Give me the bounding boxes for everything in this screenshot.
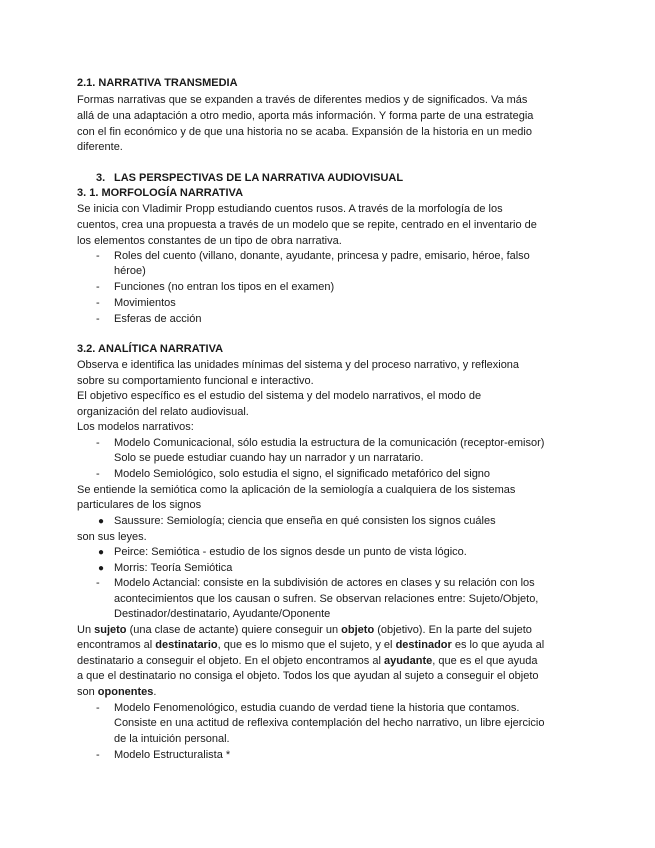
paragraph-line: sobre su comportamiento funcional e interactivo. — [77, 375, 314, 387]
paragraph-line: Se entiende la semiótica como la aplicación de la semiología a cualquiera de los sistemas — [77, 484, 516, 496]
dash-marker: - — [96, 437, 100, 449]
bold-term: oponentes — [97, 686, 154, 698]
paragraph-line — [77, 623, 532, 638]
paragraph-line: allá de una adaptación a otro medio, aporta más información. Y forma parte de una estrategia — [77, 110, 534, 122]
paragraph-line: Formas narrativas que se expanden a través de diferentes medios y de significados. Va más — [77, 94, 528, 106]
heading-3-1: 3. 1. MORFOLOGÍA NARRATIVA — [77, 187, 244, 199]
list-item: Funciones (no entran los tipos en el examen) — [114, 281, 335, 293]
heading-3-2: 3.2. ANALÍTICA NARRATIVA — [77, 343, 224, 355]
list-item: Saussure: Semiología; ciencia que enseña en qué consisten los signos cuáles — [114, 515, 496, 527]
paragraph-line: organización del relato audiovisual. — [77, 406, 249, 418]
list-item-cont: de la intuición personal. — [114, 733, 230, 745]
bold-term: ayudante — [383, 655, 433, 667]
list-item-cont: Consiste en una actitud de reflexiva contemplación del hecho narrativo, un libre ejercicio — [114, 717, 545, 729]
list-item: Modelo Actancial: consiste en la subdivisión de actores en clases y su relación con los — [114, 577, 535, 589]
paragraph-line: con el fin económico y de que una historia no se acaba. Expansión de la historia en un medio — [77, 126, 532, 138]
dash-marker: - — [96, 702, 100, 714]
list-item: Modelo Fenomenológico, estudia cuando de verdad tiene la historia que contamos. — [114, 702, 520, 714]
paragraph-line: cuentos, crea una propuesta a través de un modelo que se repite, centrado en el inventario de — [77, 219, 537, 231]
text-run: Un — [77, 624, 95, 636]
list-item: Roles del cuento (villano, donante, ayudante, princesa y padre, emisario, héroe, falso — [114, 250, 530, 262]
bold-term: objeto — [341, 624, 375, 636]
text-run: son — [77, 686, 98, 698]
text-run: (objetivo). En la parte del sujeto — [374, 624, 532, 636]
text-run: encontramos al — [77, 639, 156, 651]
paragraph-line: a que el destinatario no consiga el objeto. Todos los que ayudan al sujeto a conseguir el objeto — [77, 670, 539, 682]
text-run: es lo que ayuda al — [451, 639, 545, 651]
list-item-cont: son sus leyes. — [77, 531, 147, 543]
list-item: Movimientos — [114, 297, 176, 309]
paragraph-line: El objetivo específico es el estudio del sistema y del modelo narrativos, el modo de — [77, 390, 482, 402]
dash-marker: - — [96, 468, 100, 480]
heading-2-1: 2.1. NARRATIVA TRANSMEDIA — [77, 77, 238, 89]
dash-marker: - — [96, 250, 100, 262]
list-item-cont: héroe) — [114, 265, 146, 277]
bold-term: destinador — [395, 639, 452, 651]
list-item-cont: Solo se puede estudiar cuando hay un narrador y un narratario. — [114, 452, 424, 464]
list-item: Esferas de acción — [114, 313, 202, 325]
text-run: (una clase de actante) quiere conseguir un — [126, 624, 342, 636]
list-item-cont: acontecimientos que los causan o sufren. Se observan relaciones entre: Sujeto/Objeto, — [114, 593, 539, 605]
paragraph-line: particulares de los signos — [77, 499, 202, 511]
paragraph-line: Observa e identifica las unidades mínimas del sistema y del proceso narrativo, y reflexiona — [77, 359, 520, 371]
list-item: Morris: Teoría Semiótica — [114, 562, 233, 574]
text-run: , que es lo mismo que el sujeto, y el — [217, 639, 396, 651]
list-item: Modelo Comunicacional, sólo estudia la estructura de la comunicación (receptor-emisor) — [114, 437, 545, 449]
heading-3: LAS PERSPECTIVAS DE LA NARRATIVA AUDIOVISUAL — [114, 172, 404, 184]
dash-marker: - — [96, 313, 100, 325]
bullet-marker: ● — [98, 563, 105, 574]
heading-3-number: 3. — [96, 172, 106, 184]
list-item: Modelo Semiológico, solo estudia el signo, el significado metafórico del signo — [114, 468, 491, 480]
dash-marker: - — [96, 577, 100, 589]
list-item: Peirce: Semiótica - estudio de los signos desde un punto de vista lógico. — [114, 546, 467, 558]
paragraph-line — [77, 638, 544, 653]
text-run: . — [153, 686, 157, 698]
bullet-marker: ● — [98, 547, 105, 558]
bold-term: destinatario — [155, 639, 218, 651]
paragraph-line: diferente. — [77, 141, 123, 153]
bullet-marker: ● — [98, 516, 105, 527]
paragraph-line: Los modelos narrativos: — [77, 421, 194, 433]
text-run: , que es el que ayuda — [432, 655, 538, 667]
text-run: destinatario a conseguir el objeto. En el objeto encontramos al — [77, 655, 384, 667]
paragraph-line — [77, 654, 537, 669]
dash-marker: - — [96, 281, 100, 293]
dash-marker: - — [96, 749, 100, 761]
paragraph-line: Se inicia con Vladimir Propp estudiando cuentos rusos. A través de la morfología de los — [77, 203, 503, 215]
paragraph-line: los elementos constantes de un tipo de obra narrativa. — [77, 235, 342, 247]
list-item: Modelo Estructuralista * — [114, 749, 231, 761]
dash-marker: - — [96, 297, 100, 309]
paragraph-line — [77, 685, 156, 700]
list-item-cont: Destinador/destinatario, Ayudante/Oponente — [114, 608, 331, 620]
bold-term: sujeto — [94, 624, 127, 636]
